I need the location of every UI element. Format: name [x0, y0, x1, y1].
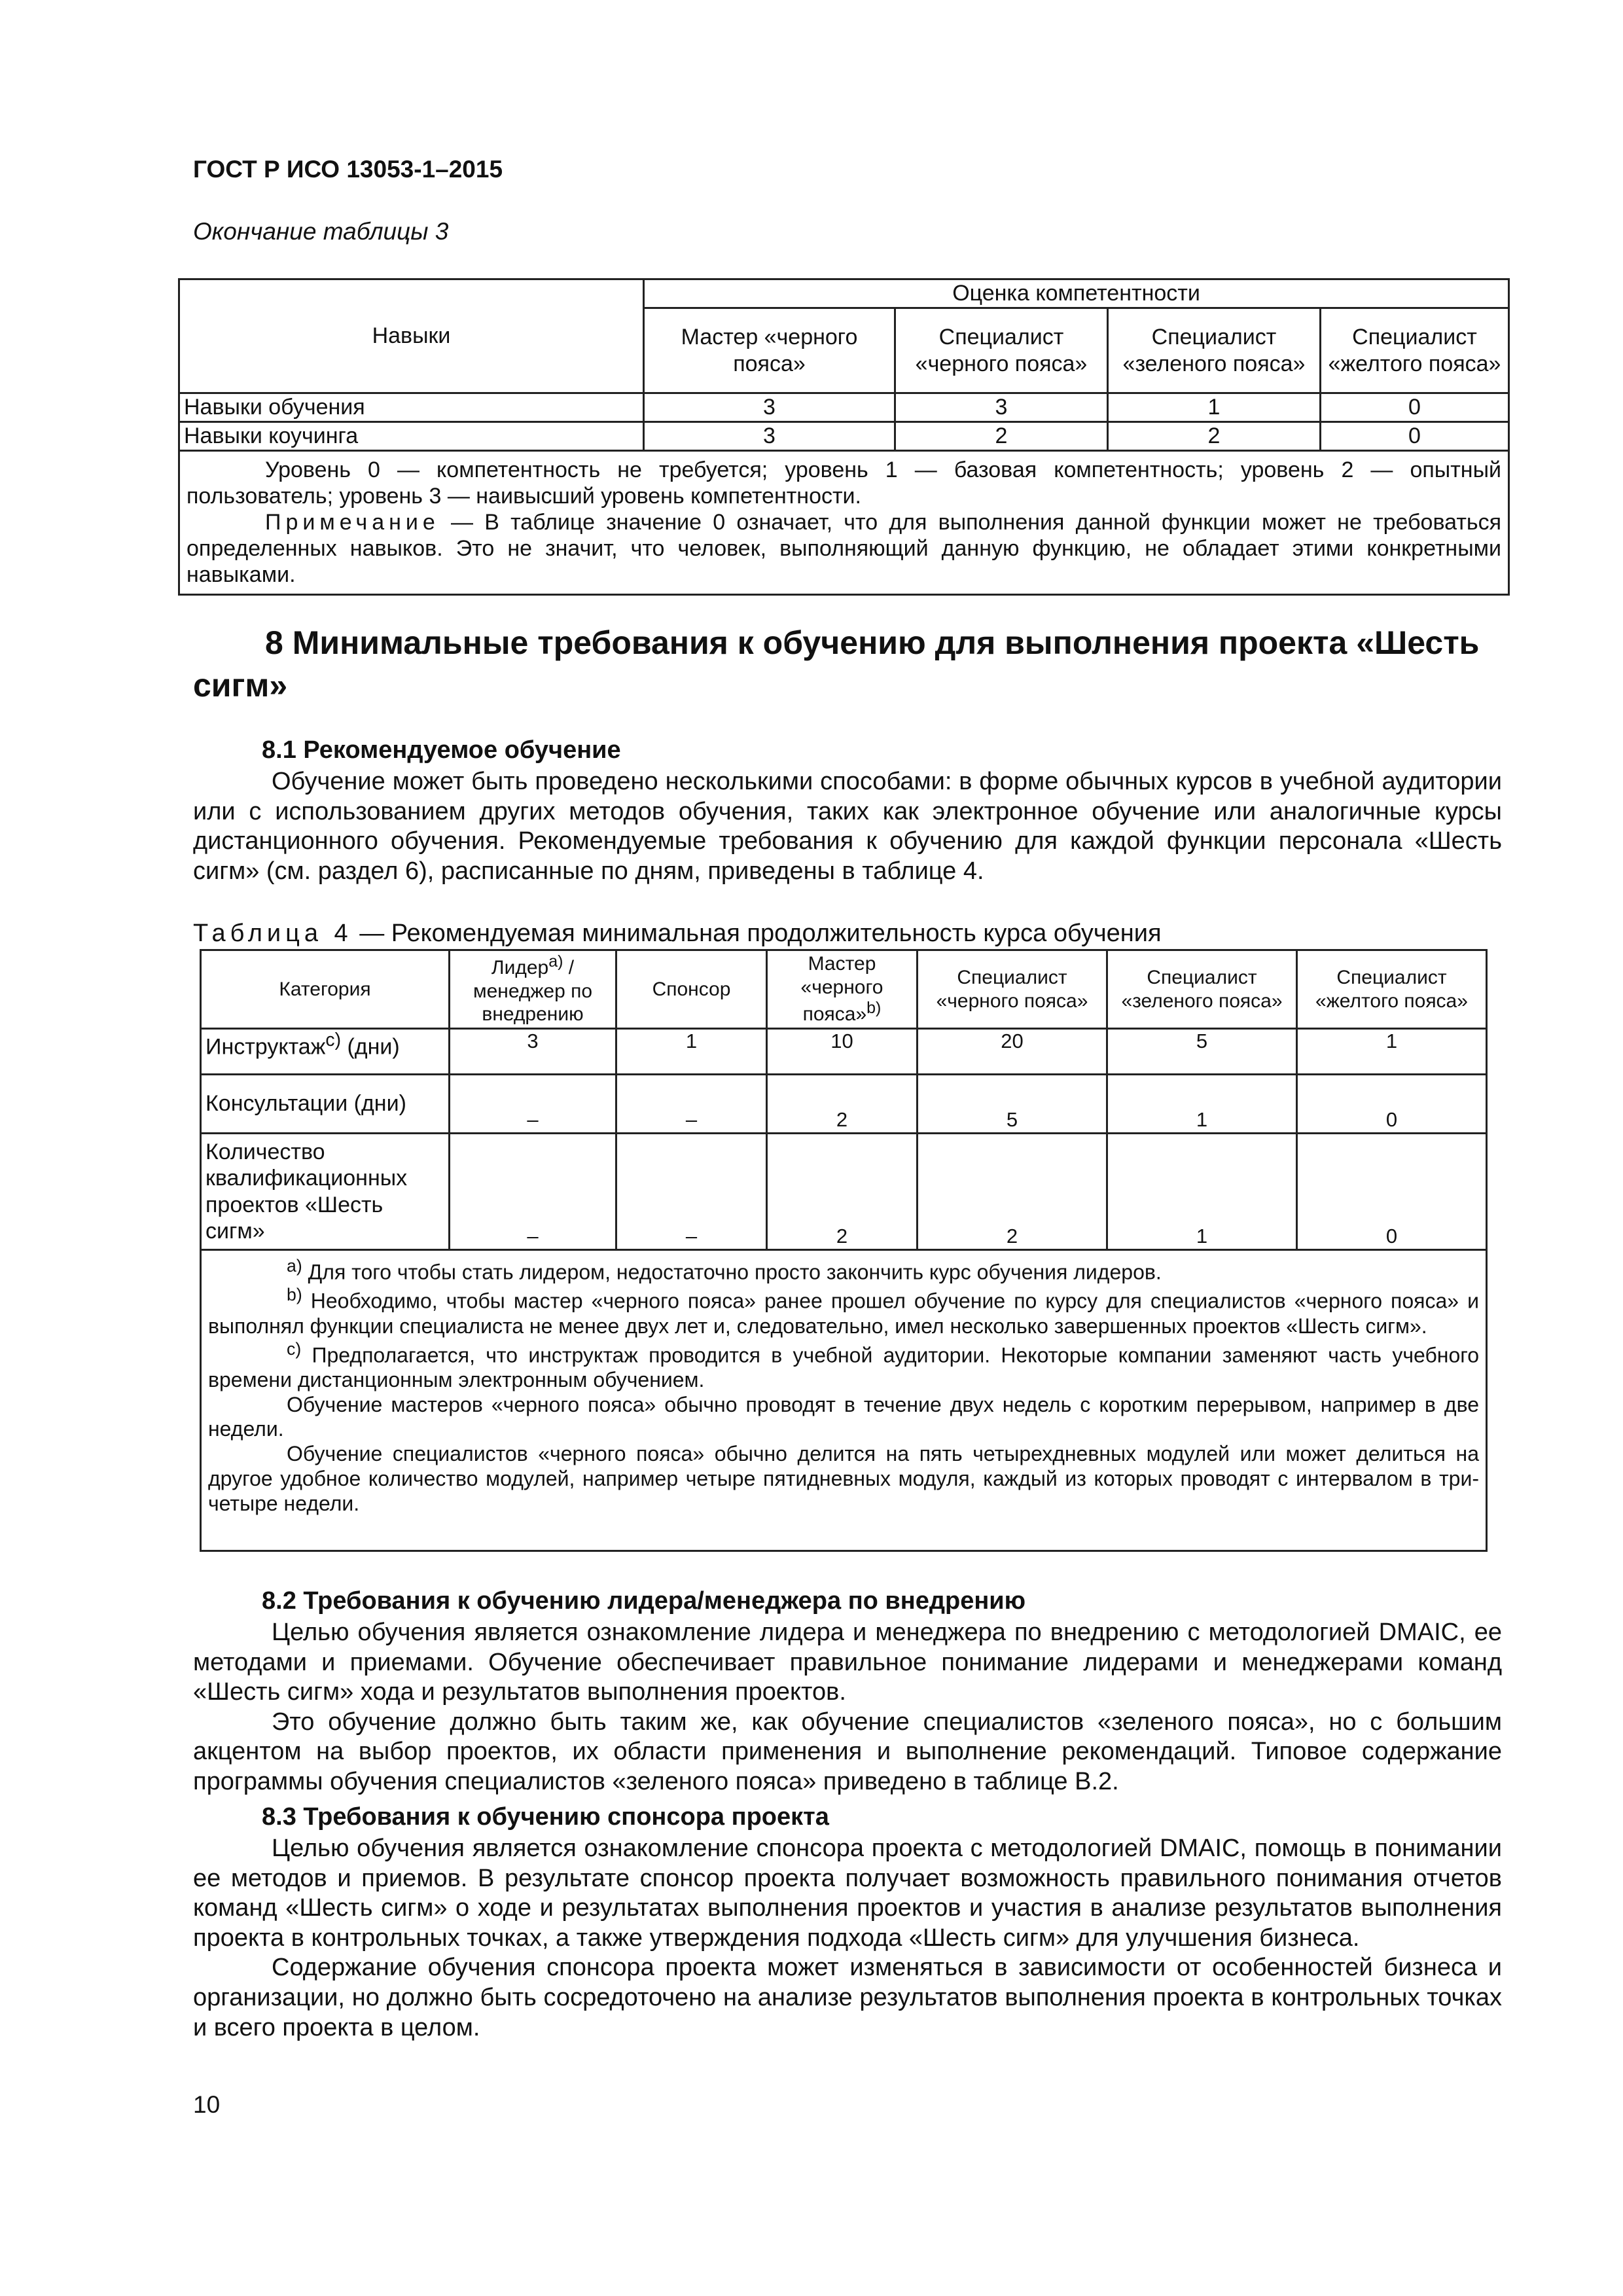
table-3-notes [179, 451, 1509, 595]
paragraph: Это обучение должно быть таким же, как обучение специалистов «зеленого пояса», но с большим акцентом на выбор проектов, их области применения и выполнение рекомендаций. Типовое содержание программы обучения специалистов «зеленого пояса» приведено в таблице В.2. [193, 1708, 1502, 1795]
row-label-projects: Количество квалификационных проектов «Шесть сигм» [201, 1134, 450, 1250]
cell-value: 1 [1107, 1075, 1297, 1134]
table-row [179, 422, 1509, 451]
cell-value: 1 [1297, 1029, 1487, 1075]
header-competence-assessment: Оценка компетентности [644, 279, 1509, 308]
cell-value: – [616, 1134, 767, 1250]
cell-value: 1 [616, 1029, 767, 1075]
row-label-unit: (дни) [341, 1034, 400, 1060]
cell-value: 0 [1321, 393, 1509, 422]
footnote-text: Предполагается, что инструктаж проводится в учебной аудитории. Некоторые компании заменяют часть учебного времени дистанционным электронным обучением. [208, 1343, 1479, 1391]
header-skills: Навыки [179, 279, 644, 393]
footnote-text: Для того чтобы стать лидером, недостаточно просто закончить курс обучения лидеров. [302, 1260, 1162, 1284]
footnote-mark: a) [287, 1256, 302, 1276]
cell-value: 0 [1297, 1134, 1487, 1250]
table-4 [200, 949, 1488, 1552]
row-label-briefing [201, 1029, 450, 1075]
header-level: Мастер «черного пояса» [644, 308, 895, 393]
footnote-mark: c) [287, 1338, 302, 1359]
header-leader-rest: / менеджер по внедрению [473, 957, 593, 1026]
row-label-text: Инструктаж [205, 1034, 326, 1060]
header-category: Категория [201, 950, 450, 1029]
cell-value: 1 [1107, 1134, 1297, 1250]
footnote-ref: c) [325, 1030, 342, 1050]
table-row [179, 393, 1509, 422]
paragraph: Целью обучения является ознакомление спонсора проекта с методологией DMAIC, помощь в понимании ее методов и приемов. В результате спонсор проекта получает возможность правильного понимания отчетов команд «Шесть сигм» о ходе и результатах выполнения проектов и участия в анализе результатов выполнения проекта в контрольных точках, а также утверждения подхода «Шесть сигм» для улучшения бизнеса. [193, 1835, 1502, 1952]
cell-value: 5 [1107, 1029, 1297, 1075]
row-label-consultations: Консультации (дни) [201, 1075, 450, 1134]
cell-value: – [450, 1134, 616, 1250]
cell-value: 2 [767, 1134, 918, 1250]
section-8-title: 8 Минимальные требования к обучению для выполнения проекта «Шесть сигм» [193, 624, 1480, 704]
remark-text: — В таблице значение 0 означает, что для выполнения данной функции может не требоваться определенных навыков. Это не значит, что человек, выполняющий данную функцию, не обладает этими конкретными навыками. [187, 510, 1502, 588]
header-sponsor: Спонсор [616, 950, 767, 1029]
footnote-ref: a) [548, 952, 563, 971]
header-master [767, 950, 918, 1029]
header-yellow-belt: Специалист «желтого пояса» [1297, 950, 1487, 1029]
header-leader [450, 950, 616, 1029]
cell-value: 0 [1297, 1075, 1487, 1134]
table-4-footnotes [201, 1250, 1487, 1551]
levels-note: Уровень 0 — компетентность не требуется; уровень 1 — базовая компетентность; уровень 2 — опытный пользователь; уровень 3 — наивысший уровень компетентности. [187, 457, 1502, 509]
row-label: Навыки обучения [179, 393, 644, 422]
header-green-belt: Специалист «зеленого пояса» [1107, 950, 1297, 1029]
cell-value: 2 [918, 1134, 1107, 1250]
row-label: Навыки коучинга [179, 422, 644, 451]
table-row [201, 1029, 1487, 1075]
table-4-note-2: Обучение специалистов «черного пояса» обычно делится на пять четырехдневных модулей или может делиться на другое удобное количество модулей, например четыре пятидневных модуля, каждый из которых проводят с интервалом в три-четыре недели. [208, 1442, 1479, 1515]
footnote-ref: b) [866, 999, 882, 1018]
cell-value: 5 [918, 1075, 1107, 1134]
header-level: Специалист «зеленого пояса» [1108, 308, 1321, 393]
remark-label: Примечание [265, 510, 440, 535]
document-code: ГОСТ Р ИСО 13053-1–2015 [193, 156, 503, 183]
table-row [201, 1075, 1487, 1134]
table-4-caption-label: Таблица 4 [193, 920, 353, 947]
footnote-mark: b) [287, 1285, 302, 1305]
table-4-caption-text: — Рекомендуемая минимальная продолжительность курса обучения [352, 920, 1162, 947]
section-8-2-text [193, 1618, 1502, 1797]
header-level: Специалист «желтого пояса» [1321, 308, 1509, 393]
cell-value: 3 [450, 1029, 616, 1075]
table-3-remark [187, 509, 1501, 588]
cell-value: 2 [1108, 422, 1321, 451]
footnote-a [208, 1256, 1479, 1285]
paragraph: Целью обучения является ознакомление лидера и менеджера по внедрению с методологией DMAIC, ее методами и приемами. Обучение обеспечивает правильное понимание лидерами и менеджерами команд «Шесть сигм» хода и результатов выполнения проектов. [193, 1619, 1502, 1706]
cell-value: 2 [895, 422, 1108, 451]
page-number: 10 [193, 2091, 221, 2118]
section-8-1-title: 8.1 Рекомендуемое обучение [262, 736, 621, 764]
cell-value: 10 [767, 1029, 918, 1075]
section-8-1-text [193, 767, 1502, 886]
footnote-b [208, 1285, 1479, 1338]
header-level: Специалист «черного пояса» [895, 308, 1108, 393]
section-8-3-title: 8.3 Требования к обучению спонсора проекта [262, 1803, 829, 1831]
table-4-note-1: Обучение мастеров «черного пояса» обычно проводят в течение двух недель с коротким перерывом, например в две недели. [208, 1392, 1479, 1441]
header-master-text: Мастер «черного пояса» [800, 953, 883, 1026]
section-8-3-text [193, 1834, 1502, 2043]
header-leader-text: Лидер [491, 957, 549, 979]
cell-value: 1 [1108, 393, 1321, 422]
section-8-2-title: 8.2 Требования к обучению лидера/менеджера по внедрению [262, 1587, 1026, 1615]
table-row [201, 1134, 1487, 1250]
cell-value: 3 [644, 393, 895, 422]
cell-value: 2 [767, 1075, 918, 1134]
cell-value: 3 [644, 422, 895, 451]
footnote-text: Необходимо, чтобы мастер «черного пояса» ранее прошел обучение по курсу для специалистов «черного пояса» и выполнял функции специалиста не менее двух лет и, следовательно, имел несколько завершенных проектов «Шесть сигм». [208, 1289, 1479, 1338]
cell-value: – [616, 1075, 767, 1134]
cell-value: – [450, 1075, 616, 1134]
header-black-belt: Специалист «черного пояса» [918, 950, 1107, 1029]
table-3 [178, 278, 1510, 596]
footnote-c [208, 1339, 1479, 1393]
cell-value: 0 [1321, 422, 1509, 451]
cell-value: 3 [895, 393, 1108, 422]
cell-value: 20 [918, 1029, 1107, 1075]
table-4-caption [193, 920, 1162, 948]
table-continuation-caption: Окончание таблицы 3 [193, 218, 449, 245]
paragraph: Обучение может быть проведено несколькими способами: в форме обычных курсов в учебной аудитории или с использованием других методов обучения, таких как электронное обучение или аналогичные курсы дистанционного обучения. Рекомендуемые требования к обучению для каждой функции персонала «Шесть сигм» (см. раздел 6), расписанные по дням, приведены в таблице 4. [193, 768, 1502, 885]
paragraph: Содержание обучения спонсора проекта может изменяться в зависимости от особенностей бизнеса и организации, но должно быть сосредоточено на анализе результатов выполнения проекта в контрольных точках и всего проекта в целом. [193, 1954, 1502, 2041]
